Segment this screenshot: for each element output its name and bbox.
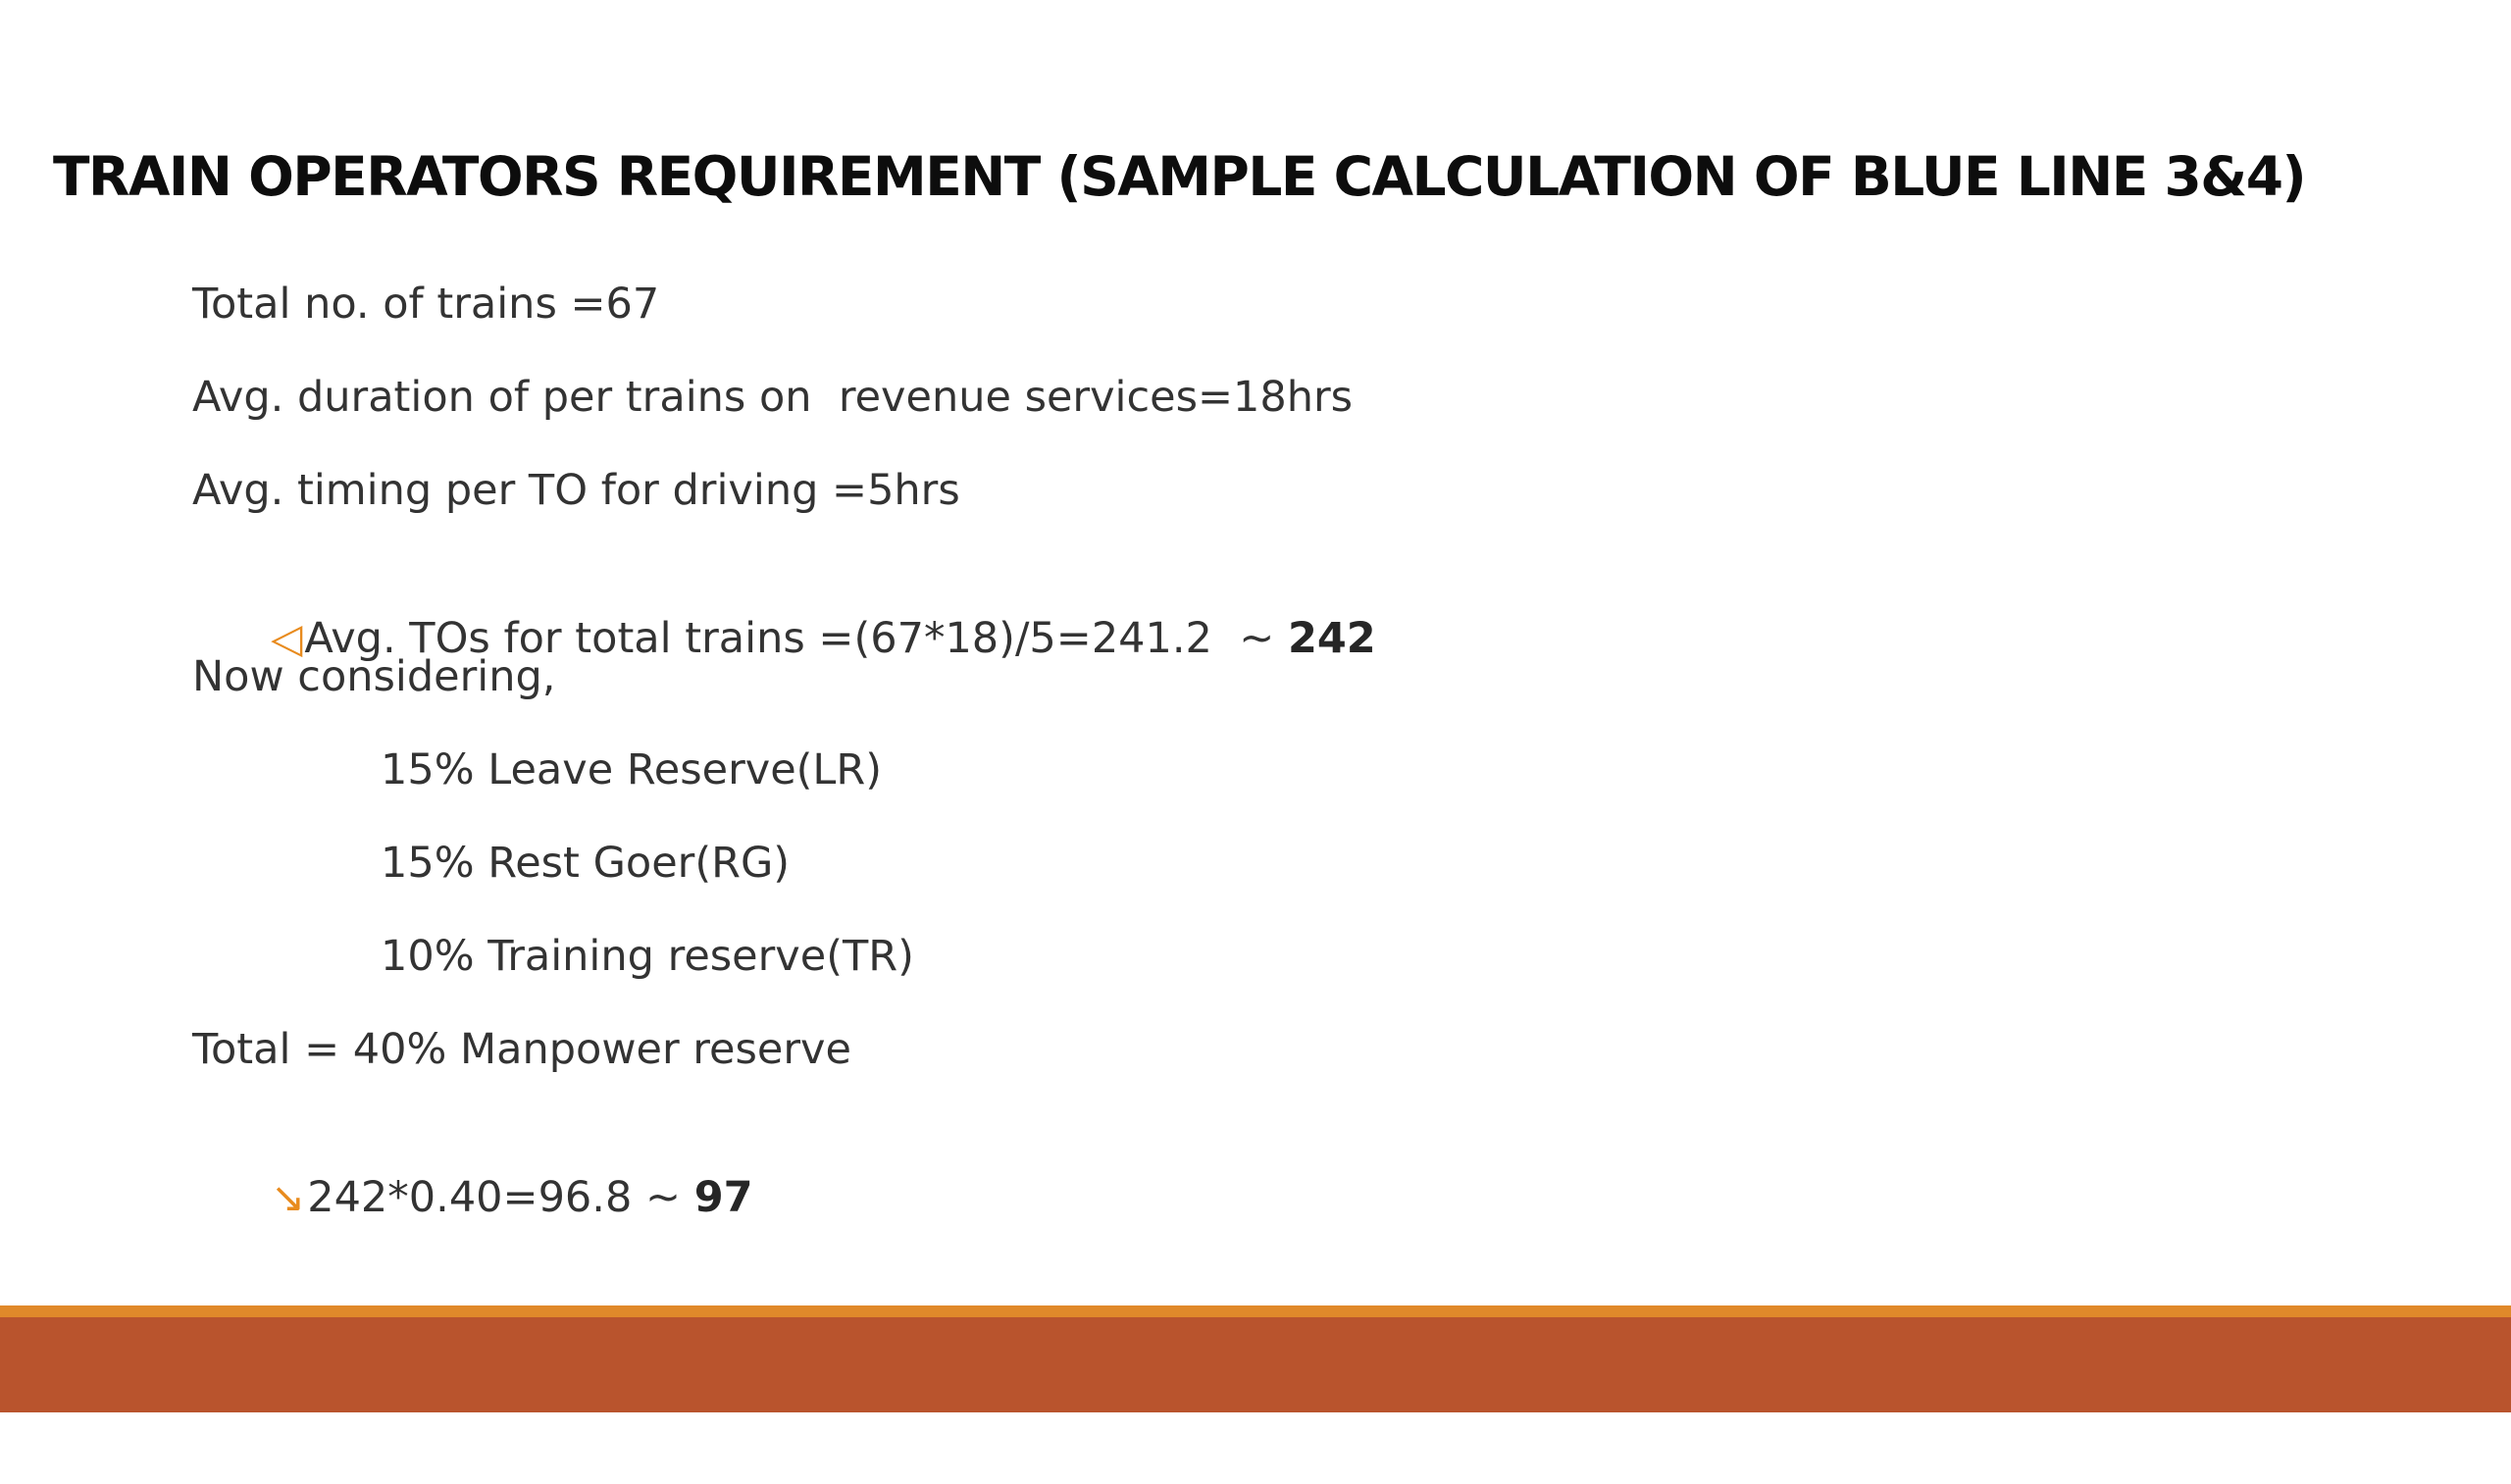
footer-band	[0, 1317, 2511, 1412]
reserve-calc-result: 97	[693, 1173, 753, 1222]
now-considering-line: Now considering,	[192, 652, 556, 701]
avg-duration-line: Avg. duration of per trains on revenue services=18hrs	[192, 373, 1354, 422]
slide-title: TRAIN OPERATORS REQUIREMENT (SAMPLE CALCULATION OF BLUE LINE 3&4)	[53, 145, 2306, 208]
avg-timing-line: Avg. timing per TO for driving =5hrs	[192, 466, 960, 515]
total-trains-line: Total no. of trains =67	[192, 280, 660, 329]
total-reserve-line: Total = 40% Manpower reserve	[192, 1025, 851, 1074]
avg-tos-result: 242	[1287, 614, 1376, 663]
left-triangle-bullet-icon: ◁	[271, 614, 303, 662]
reserve-calc-text: 242*0.40=96.8 ~	[307, 1173, 694, 1222]
leave-reserve-line: 15% Leave Reserve(LR)	[381, 745, 883, 794]
rest-goer-line: 15% Rest Goer(RG)	[381, 839, 791, 888]
training-reserve-line: 10% Training reserve(TR)	[381, 932, 914, 981]
footer-accent-rule	[0, 1305, 2511, 1317]
avg-tos-text: Avg. TOs for total trains =(67*18)/5=241.2 ~	[304, 614, 1288, 663]
arrow-down-right-bullet-icon: ↘	[271, 1173, 306, 1221]
